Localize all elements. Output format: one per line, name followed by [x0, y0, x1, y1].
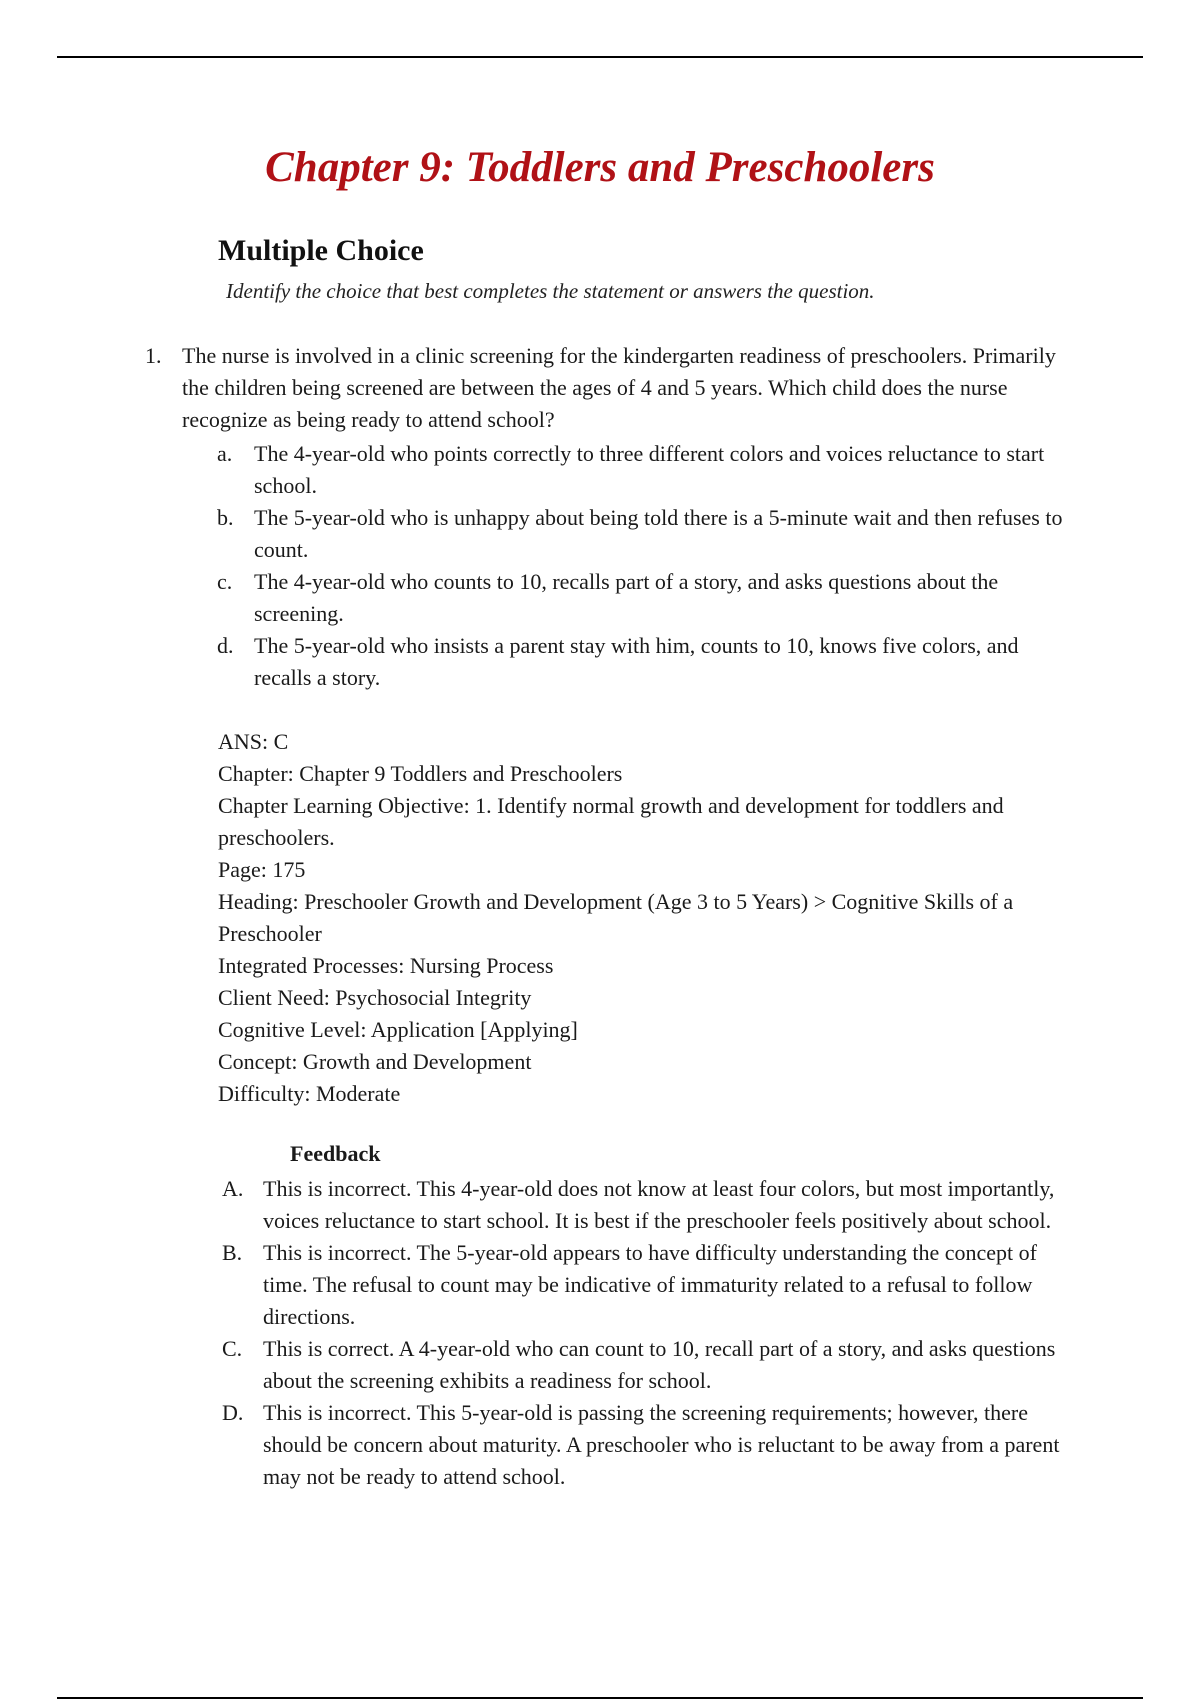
top-rule — [57, 56, 1143, 58]
objective-line: Chapter Learning Objective: 1. Identify normal growth and development for toddlers and preschoolers. — [218, 793, 1004, 850]
bottom-rule — [57, 1697, 1143, 1699]
choice-letter: b. — [217, 505, 234, 530]
feedback-text: This is incorrect. The 5-year-old appears to have difficulty understanding the concept of time. The refusal to count may be indicative of immaturity related to a refusal to follow directions. — [263, 1240, 1037, 1329]
feedback-list — [0, 1173, 1200, 1493]
feedback-letter: B. — [222, 1240, 243, 1265]
choice-c — [0, 566, 1200, 630]
processes-line: Integrated Processes: Nursing Process — [218, 953, 554, 978]
choice-d — [0, 630, 1200, 694]
feedback-item-b — [0, 1237, 1200, 1333]
feedback-letter: D. — [222, 1400, 244, 1425]
feedback-letter: A. — [222, 1176, 244, 1201]
choice-letter: a. — [217, 441, 233, 466]
choice-a — [0, 438, 1200, 502]
feedback-letter: C. — [222, 1336, 243, 1361]
difficulty-line: Difficulty: Moderate — [218, 1081, 401, 1106]
choice-text: The 5-year-old who is unhappy about being told there is a 5-minute wait and then refuses to count. — [254, 505, 1063, 562]
answer-line: ANS: C — [218, 729, 289, 754]
choice-text: The 4-year-old who points correctly to three different colors and voices reluctance to start school. — [254, 441, 1045, 498]
heading-line: Heading: Preschooler Growth and Development (Age 3 to 5 Years) > Cognitive Skills of a Preschooler — [218, 889, 1014, 946]
feedback-text: This is incorrect. This 4-year-old does not know at least four colors, but most importantly, voices reluctance to start school. It is best if the preschooler feels positively about school. — [263, 1176, 1055, 1233]
chapter-title: Chapter 9: Toddlers and Preschoolers — [265, 144, 935, 191]
feedback-heading: Feedback — [290, 1141, 381, 1166]
cognitive-level-line: Cognitive Level: Application [Applying] — [218, 1017, 578, 1042]
instructions: Identify the choice that best completes the statement or answers the question. — [226, 279, 875, 303]
concept-line: Concept: Growth and Development — [218, 1049, 532, 1074]
chapter-line: Chapter: Chapter 9 Toddlers and Preschoolers — [218, 761, 623, 786]
question-stem: The nurse is involved in a clinic screening for the kindergarten readiness of preschoolers. Primarily the children being screened are between the ages of 4 and 5 years. Which child does the nurse recognize as being ready to attend school? — [182, 343, 1056, 432]
choice-letter: d. — [217, 633, 234, 658]
feedback-text: This is correct. A 4-year-old who can count to 10, recall part of a story, and asks questions about the screening exhibits a readiness for school. — [263, 1336, 1056, 1393]
choice-text: The 4-year-old who counts to 10, recalls part of a story, and asks questions about the screening. — [254, 569, 999, 626]
page-line: Page: 175 — [218, 857, 306, 882]
section-heading: Multiple Choice — [218, 234, 424, 267]
question-metadata — [218, 726, 1068, 1110]
choice-letter: c. — [217, 569, 233, 594]
feedback-item-d — [0, 1397, 1200, 1493]
client-need-line: Client Need: Psychosocial Integrity — [218, 985, 532, 1010]
feedback-item-a — [0, 1173, 1200, 1237]
feedback-text: This is incorrect. This 5-year-old is passing the screening requirements; however, there should be concern about maturity. A preschooler who is reluctant to be away from a parent may not be ready to attend school. — [263, 1400, 1060, 1489]
question-number: 1. — [145, 343, 162, 368]
choice-text: The 5-year-old who insists a parent stay with him, counts to 10, knows five colors, and recalls a story. — [254, 633, 1019, 690]
feedback-item-c — [0, 1333, 1200, 1397]
choice-list — [0, 438, 1200, 694]
choice-b — [0, 502, 1200, 566]
